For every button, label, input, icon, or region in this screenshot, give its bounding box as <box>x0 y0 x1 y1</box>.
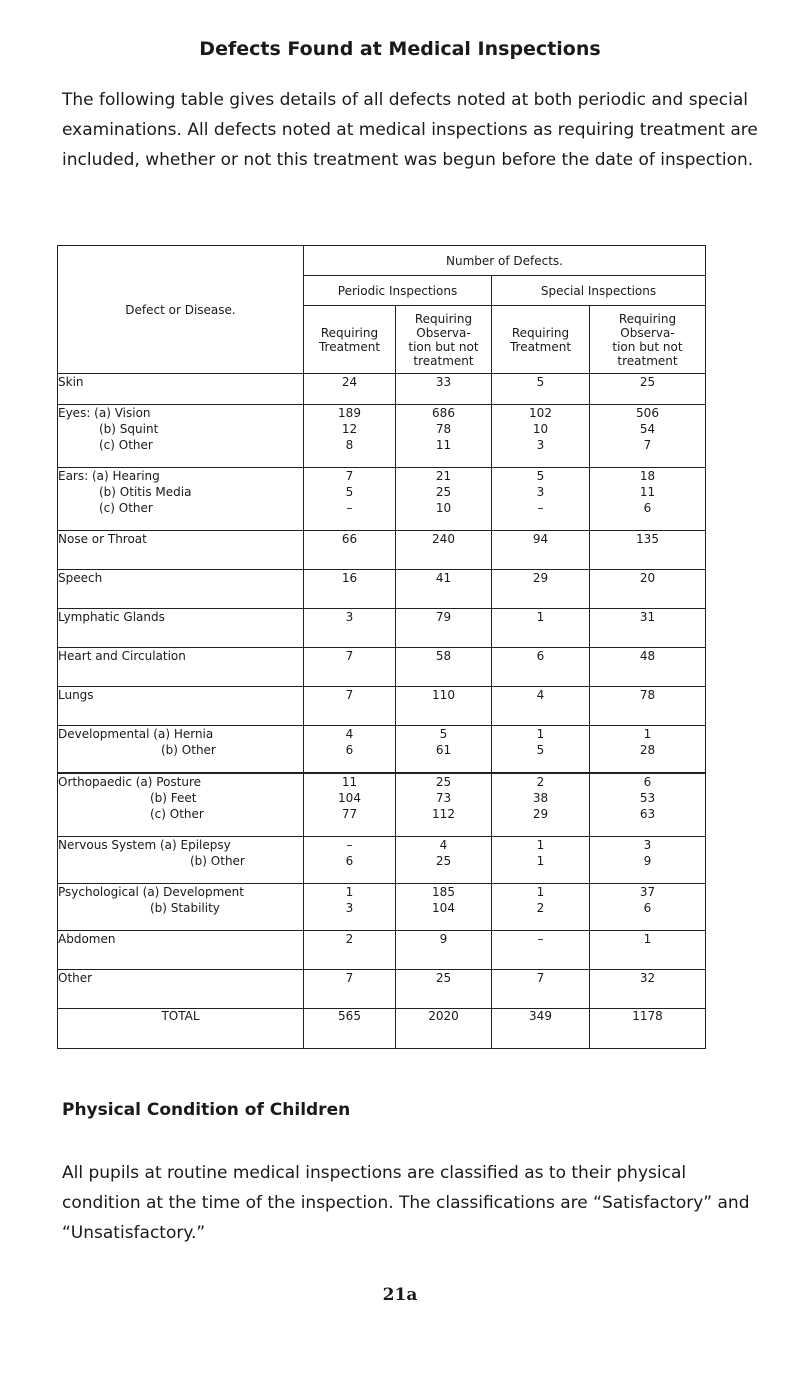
periodic-treatment-cell <box>304 468 396 531</box>
defect-name-cell <box>58 931 304 970</box>
count-value: 33 <box>435 375 452 389</box>
count-value: 78 <box>639 688 656 702</box>
table-row <box>58 570 706 609</box>
special-observation-cell <box>590 374 706 405</box>
count-value: 1 <box>643 727 652 741</box>
count-value: 6 <box>643 774 652 789</box>
special-treatment-cell <box>492 405 590 468</box>
defect-name-cell <box>58 837 304 884</box>
special-treatment-cell <box>492 884 590 931</box>
count-value: 28 <box>639 743 656 757</box>
total-periodic-observation: 2020 <box>396 1009 492 1049</box>
special-observation-cell <box>590 468 706 531</box>
count-value: 1 <box>536 885 545 899</box>
count-value: 7 <box>345 649 354 663</box>
periodic-observation-cell <box>396 726 492 773</box>
count-value: 3 <box>643 838 652 852</box>
special-observation-cell <box>590 773 706 837</box>
count-value: 20 <box>639 571 656 585</box>
special-treatment-cell <box>492 773 590 837</box>
count-value: 7 <box>345 469 354 483</box>
count-value: 6 <box>345 743 354 757</box>
defect-name-cell <box>58 970 304 1009</box>
defect-name-cell <box>58 884 304 931</box>
count-value: 12 <box>341 422 358 436</box>
defect-name-cell <box>58 726 304 773</box>
special-treatment-cell <box>492 837 590 884</box>
special-observation-cell <box>590 931 706 970</box>
count-value: 1 <box>536 610 545 624</box>
count-value: 7 <box>536 971 545 985</box>
defect-name-line: (b) Squint <box>99 422 159 436</box>
defect-column-header: Defect or Disease. <box>58 246 304 374</box>
special-observation-cell <box>590 648 706 687</box>
section-title: Physical Condition of Children <box>62 1100 351 1120</box>
count-value: 506 <box>636 406 659 420</box>
periodic-treatment-cell <box>304 726 396 773</box>
count-value: – <box>346 838 353 852</box>
count-value: 189 <box>338 406 361 420</box>
periodic-observation-cell <box>396 884 492 931</box>
special-observation-cell <box>590 837 706 884</box>
defect-name-line: Developmental (a) Hernia <box>58 727 214 741</box>
count-value: 7 <box>345 971 354 985</box>
count-value: 2 <box>536 774 545 789</box>
count-value: 240 <box>432 532 455 546</box>
table-row <box>58 970 706 1009</box>
periodic-treatment-cell <box>304 837 396 884</box>
count-value: 104 <box>432 901 455 915</box>
count-value: 11 <box>435 438 452 452</box>
defect-name-line: Nose or Throat <box>58 532 147 546</box>
periodic-observation-cell <box>396 837 492 884</box>
defect-name-cell <box>58 374 304 405</box>
defect-name-line: Abdomen <box>58 932 116 946</box>
count-value: 1 <box>643 932 652 946</box>
count-value: 53 <box>639 790 656 805</box>
outro-paragraph: All pupils at routine medical inspections are classified as to their physical condition at the time of the inspection. The classifications are “Satisfactory” and “Unsatisfactory.” <box>62 1163 750 1243</box>
count-value: 58 <box>435 649 452 663</box>
special-observation-cell <box>590 609 706 648</box>
periodic-treatment-cell <box>304 374 396 405</box>
defect-name-cell <box>58 773 304 837</box>
table-row <box>58 374 706 405</box>
special-treatment-cell <box>492 468 590 531</box>
count-value: 3 <box>345 610 354 624</box>
count-value: 110 <box>432 688 455 702</box>
count-value: 11 <box>341 774 358 789</box>
number-of-defects-header: Number of Defects. <box>304 246 706 276</box>
page-number: 21a <box>382 1285 418 1305</box>
defect-name-cell <box>58 648 304 687</box>
count-value: 29 <box>532 806 549 821</box>
periodic-treatment-cell <box>304 405 396 468</box>
periodic-observation-cell <box>396 931 492 970</box>
periodic-treatment-cell <box>304 970 396 1009</box>
special-observation-cell <box>590 970 706 1009</box>
count-value: 5 <box>536 469 545 483</box>
count-value: 8 <box>345 438 354 452</box>
count-value: 3 <box>345 901 354 915</box>
count-value: 29 <box>532 571 549 585</box>
count-value: 4 <box>536 688 545 702</box>
special-observation-cell <box>590 884 706 931</box>
special-treatment-cell <box>492 931 590 970</box>
count-value: 1 <box>536 838 545 852</box>
count-value: 25 <box>639 375 656 389</box>
count-value: 18 <box>639 469 656 483</box>
table-row <box>58 687 706 726</box>
table-row <box>58 773 706 837</box>
special-treatment-cell <box>492 570 590 609</box>
count-value: 6 <box>643 501 652 515</box>
count-value: 6 <box>345 854 354 868</box>
count-value: 32 <box>639 971 656 985</box>
count-value: 61 <box>435 743 452 757</box>
special-requiring-observation-header: Requiring Observa- tion but not treatment <box>590 306 706 374</box>
defect-name-line: Ears: (a) Hearing <box>58 469 160 483</box>
page-title: Defects Found at Medical Inspections <box>199 38 601 60</box>
special-observation-cell <box>590 531 706 570</box>
count-value: 16 <box>341 571 358 585</box>
count-value: 73 <box>435 790 452 805</box>
total-label: TOTAL <box>58 1009 304 1049</box>
defect-name-line: Lungs <box>58 688 94 702</box>
defect-name-line: Nervous System (a) Epilepsy <box>58 838 231 852</box>
count-value: 4 <box>345 727 354 741</box>
count-value: 31 <box>639 610 656 624</box>
count-value: 5 <box>536 743 545 757</box>
special-treatment-cell <box>492 970 590 1009</box>
total-row <box>58 1009 706 1049</box>
count-value: 104 <box>338 790 361 805</box>
count-value: 6 <box>643 901 652 915</box>
count-value: 3 <box>536 438 545 452</box>
special-observation-cell <box>590 405 706 468</box>
defect-name-cell <box>58 405 304 468</box>
special-treatment-cell <box>492 648 590 687</box>
count-value: 54 <box>639 422 656 436</box>
intro-paragraph: The following table gives details of all defects noted at both periodic and special examinations. All defects noted at medical inspections as requiring treatment are included, whether or not this treatment was begun before the date of inspection. <box>62 90 758 170</box>
count-value: 1 <box>345 885 354 899</box>
count-value: 4 <box>439 838 448 852</box>
periodic-requiring-treatment-header: Requiring Treatment <box>304 306 396 374</box>
special-observation-cell <box>590 687 706 726</box>
table-row <box>58 726 706 773</box>
count-value: 185 <box>432 885 455 899</box>
count-value: 7 <box>345 688 354 702</box>
defect-name-line: Lymphatic Glands <box>58 610 165 624</box>
periodic-treatment-cell <box>304 884 396 931</box>
special-treatment-cell <box>492 726 590 773</box>
table-row <box>58 931 706 970</box>
count-value: 41 <box>435 571 452 585</box>
special-treatment-cell <box>492 609 590 648</box>
periodic-observation-cell <box>396 687 492 726</box>
count-value: 66 <box>341 532 358 546</box>
periodic-treatment-cell <box>304 931 396 970</box>
periodic-treatment-cell <box>304 531 396 570</box>
defects-table <box>57 245 706 1049</box>
periodic-observation-cell <box>396 648 492 687</box>
count-value: 10 <box>532 422 549 436</box>
defect-name-line: Eyes: (a) Vision <box>58 406 151 420</box>
count-value: 25 <box>435 854 452 868</box>
defect-name-line: (c) Other <box>99 501 153 515</box>
count-value: 24 <box>341 375 358 389</box>
periodic-requiring-observation-header: Requiring Observa- tion but not treatment <box>396 306 492 374</box>
count-value: – <box>346 501 353 515</box>
count-value: 63 <box>639 806 656 821</box>
count-value: 5 <box>536 375 545 389</box>
periodic-treatment-cell <box>304 687 396 726</box>
special-observation-cell <box>590 726 706 773</box>
defect-name-cell <box>58 687 304 726</box>
count-value: 1 <box>536 854 545 868</box>
table-row <box>58 405 706 468</box>
count-value: 9 <box>439 932 448 946</box>
count-value: 21 <box>435 469 452 483</box>
special-treatment-cell <box>492 374 590 405</box>
periodic-treatment-cell <box>304 648 396 687</box>
periodic-observation-cell <box>396 609 492 648</box>
count-value: 112 <box>432 806 455 821</box>
special-treatment-cell <box>492 531 590 570</box>
table-row <box>58 648 706 687</box>
periodic-observation-cell <box>396 468 492 531</box>
count-value: – <box>537 501 544 515</box>
defect-name-line: (b) Stability <box>150 901 220 915</box>
periodic-treatment-cell <box>304 570 396 609</box>
total-special-treatment: 349 <box>492 1009 590 1049</box>
count-value: 3 <box>536 485 545 499</box>
table-row <box>58 531 706 570</box>
periodic-observation-cell <box>396 374 492 405</box>
count-value: 5 <box>345 485 354 499</box>
count-value: 48 <box>639 649 656 663</box>
count-value: – <box>537 932 544 946</box>
defect-name-cell <box>58 570 304 609</box>
count-value: 1 <box>536 727 545 741</box>
count-value: 5 <box>439 727 448 741</box>
count-value: 77 <box>341 806 358 821</box>
defect-name-cell <box>58 468 304 531</box>
defect-name-line: Psychological (a) Development <box>58 885 244 899</box>
count-value: 10 <box>435 501 452 515</box>
total-periodic-treatment: 565 <box>304 1009 396 1049</box>
table-row <box>58 837 706 884</box>
count-value: 25 <box>435 774 452 789</box>
count-value: 25 <box>435 485 452 499</box>
count-value: 2 <box>345 932 354 946</box>
special-observation-cell <box>590 570 706 609</box>
defect-name-line: (b) Other <box>190 854 245 868</box>
count-value: 7 <box>643 438 652 452</box>
periodic-inspections-header: Periodic Inspections <box>304 276 492 306</box>
periodic-treatment-cell <box>304 609 396 648</box>
periodic-observation-cell <box>396 405 492 468</box>
special-inspections-header: Special Inspections <box>492 276 706 306</box>
count-value: 686 <box>432 406 455 420</box>
count-value: 135 <box>636 532 659 546</box>
count-value: 2 <box>536 901 545 915</box>
count-value: 25 <box>435 971 452 985</box>
defect-name-line: (b) Otitis Media <box>99 485 192 499</box>
special-requiring-treatment-header: Requiring Treatment <box>492 306 590 374</box>
periodic-observation-cell <box>396 970 492 1009</box>
periodic-observation-cell <box>396 773 492 837</box>
count-value: 9 <box>643 854 652 868</box>
defect-name-line: (b) Feet <box>150 790 197 805</box>
defect-name-line: Orthopaedic (a) Posture <box>58 774 202 789</box>
special-treatment-cell <box>492 687 590 726</box>
table-row <box>58 468 706 531</box>
defect-name-line: (c) Other <box>99 438 153 452</box>
defect-name-line: Heart and Circulation <box>58 649 186 663</box>
periodic-treatment-cell <box>304 773 396 837</box>
periodic-observation-cell <box>396 570 492 609</box>
count-value: 79 <box>435 610 452 624</box>
defect-name-line: Speech <box>58 571 103 585</box>
periodic-observation-cell <box>396 531 492 570</box>
table-row <box>58 609 706 648</box>
count-value: 94 <box>532 532 549 546</box>
table-row <box>58 884 706 931</box>
count-value: 38 <box>532 790 549 805</box>
count-value: 6 <box>536 649 545 663</box>
defect-name-line: (c) Other <box>150 806 204 821</box>
count-value: 11 <box>639 485 656 499</box>
count-value: 37 <box>639 885 656 899</box>
defect-name-line: Skin <box>58 375 84 389</box>
count-value: 102 <box>529 406 552 420</box>
total-special-observation: 1178 <box>590 1009 706 1049</box>
defect-name-line: (b) Other <box>161 743 216 757</box>
defect-name-line: Other <box>58 971 93 985</box>
count-value: 78 <box>435 422 452 436</box>
defect-name-cell <box>58 531 304 570</box>
defect-name-cell <box>58 609 304 648</box>
